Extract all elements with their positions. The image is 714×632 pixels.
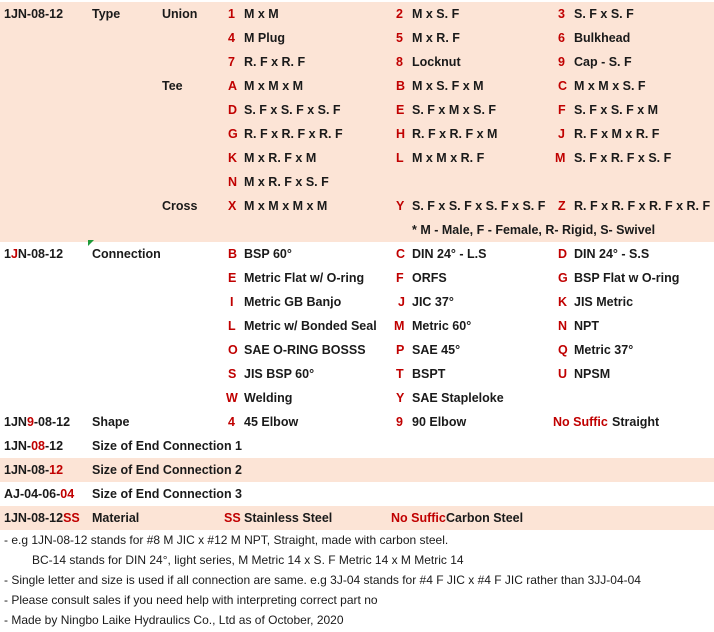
union-label: M Plug — [244, 31, 285, 45]
union-code: 8 — [396, 55, 403, 69]
code-part: 1JN- — [4, 439, 32, 453]
cross-code: Z — [558, 199, 566, 213]
tee-label: R. F x R. F x M — [412, 127, 498, 141]
connection-label: SAE 45° — [412, 343, 461, 357]
shape-label: 45 Elbow — [244, 415, 299, 429]
connection-label: DIN 24° - L.S — [412, 247, 487, 261]
connection-label: Metric w/ Bonded Seal — [244, 319, 377, 333]
union-label: R. F x R. F — [244, 55, 306, 69]
shape-nosuffix-label: Straight — [612, 415, 660, 429]
code-part: 1JN-08- — [4, 463, 50, 477]
tee-code: G — [228, 127, 238, 141]
union-label: M x R. F — [412, 31, 460, 45]
connection-label: SAE Stapleloke — [412, 391, 504, 405]
material-nosuffix-code: No Suffic — [391, 511, 446, 525]
tee-code: L — [396, 151, 404, 165]
connection-label: BSP Flat w O-ring — [574, 271, 680, 285]
connection-code: D — [558, 247, 568, 261]
tee-label: R. F x M x R. F — [574, 127, 660, 141]
connection-code: K — [558, 295, 568, 309]
code-part: -08-12 — [33, 415, 71, 429]
tee-label: M x R. F x M — [244, 151, 317, 165]
connection-label: Metric 60° — [412, 319, 472, 333]
shape-code: 9 — [396, 415, 403, 429]
code-highlight: 9 — [26, 415, 34, 429]
code-size1 — [4, 434, 63, 458]
size3-label: Size of End Connection 3 — [92, 487, 243, 501]
connection-label: SAE O-RING BOSSS — [244, 343, 366, 357]
connection-code: L — [228, 319, 236, 333]
tee-code: N — [228, 175, 238, 189]
tee-label: M x S. F x M — [412, 79, 484, 93]
cross-code: Y — [396, 199, 405, 213]
tee-label: S. F x M x S. F — [412, 103, 497, 117]
code-part: 1JN-08-12 — [4, 511, 64, 525]
tee-code: F — [558, 103, 566, 117]
material-ss-label: Stainless Steel — [244, 511, 333, 525]
code-connection — [4, 242, 63, 266]
tee-code: H — [396, 127, 406, 141]
connection-label: JIS Metric — [574, 295, 634, 309]
union-code: 5 — [396, 31, 403, 45]
tee-label: M x M x M — [244, 79, 304, 93]
code-part: 1JN — [4, 415, 27, 429]
union-code: 1 — [228, 7, 235, 21]
tee-code: B — [396, 79, 406, 93]
code-part: N-08-12 — [17, 247, 64, 261]
union-label: Bulkhead — [574, 31, 631, 45]
size2-label: Size of End Connection 2 — [92, 463, 243, 477]
connection-code: B — [228, 247, 238, 261]
connection-label: NPT — [574, 319, 599, 333]
tee-code: K — [228, 151, 238, 165]
category-type: Type — [92, 7, 121, 21]
connection-code: P — [396, 343, 405, 357]
connection-label: ORFS — [412, 271, 447, 285]
tee-label: M x M x S. F — [574, 79, 646, 93]
tee-label: S. F x S. F x M — [574, 103, 659, 117]
connection-label: Metric Flat w/ O-ring — [244, 271, 365, 285]
connection-code: M — [394, 319, 405, 333]
union-label: S. F x S. F — [574, 7, 634, 21]
connection-code: C — [396, 247, 406, 261]
tee-label: R. F x R. F x R. F — [244, 127, 343, 141]
union-label: M x M — [244, 7, 279, 21]
connection-code: E — [228, 271, 237, 285]
code-highlight: SS — [63, 511, 80, 525]
tee-label: M x R. F x S. F — [244, 175, 329, 189]
code-material — [4, 506, 80, 530]
union-code: 7 — [228, 55, 235, 69]
connection-code: Y — [396, 391, 405, 405]
note-consult: - Please consult sales if you need help with interpreting correct part no — [4, 593, 378, 607]
connection-code: Q — [558, 343, 568, 357]
union-code: 2 — [396, 7, 403, 21]
connection-label: Welding — [244, 391, 293, 405]
tee-code: D — [228, 103, 238, 117]
size1-label: Size of End Connection 1 — [92, 439, 243, 453]
code-type: 1JN-08-12 — [4, 7, 64, 21]
code-part: -12 — [45, 439, 64, 453]
code-highlight: J — [10, 247, 18, 261]
cross-label: R. F x R. F x R. F x R. F — [574, 199, 711, 213]
union-label: Locknut — [412, 55, 461, 69]
union-label: M x S. F — [412, 7, 460, 21]
tee-code: E — [396, 103, 405, 117]
connection-code: N — [558, 319, 568, 333]
tee-code: J — [558, 127, 565, 141]
connection-label: JIS BSP 60° — [244, 367, 315, 381]
code-highlight: 04 — [60, 487, 75, 501]
cross-label: S. F x S. F x S. F x S. F — [412, 199, 546, 213]
group-union: Union — [162, 7, 198, 21]
shape-nosuffix-code: No Suffic — [553, 415, 608, 429]
note-example: - e.g 1JN-08-12 stands for #8 M JIC x #12 M NPT, Straight, made with carbon steel. — [4, 533, 449, 547]
connection-label: BSP 60° — [244, 247, 292, 261]
tee-label: S. F x R. F x S. F — [574, 151, 672, 165]
tee-code: M — [555, 151, 566, 165]
tee-code: A — [228, 79, 238, 93]
code-shape — [4, 410, 70, 434]
connection-label: Metric GB Banjo — [244, 295, 342, 309]
union-label: Cap - S. F — [574, 55, 632, 69]
group-cross: Cross — [162, 199, 198, 213]
material-nosuffix-label: Carbon Steel — [446, 511, 524, 525]
code-part: AJ-04-06- — [4, 487, 61, 501]
shape-code: 4 — [228, 415, 235, 429]
connection-label: DIN 24° - S.S — [574, 247, 650, 261]
tee-code: C — [558, 79, 568, 93]
tee-label: S. F x S. F x S. F — [244, 103, 341, 117]
connection-label: BSPT — [412, 367, 446, 381]
material-ss-code: SS — [224, 511, 241, 525]
code-highlight: 12 — [49, 463, 64, 477]
category-connection: Connection — [92, 247, 161, 261]
connection-code: S — [228, 367, 237, 381]
connection-code: I — [230, 295, 234, 309]
code-part: 1 — [4, 247, 11, 261]
connection-code: U — [558, 367, 568, 381]
connection-label: JIC 37° — [412, 295, 454, 309]
connection-code: G — [558, 271, 568, 285]
group-tee: Tee — [162, 79, 183, 93]
code-highlight: 08 — [31, 439, 45, 453]
category-shape: Shape — [92, 415, 130, 429]
connection-label: Metric 37° — [574, 343, 634, 357]
code-size2 — [4, 458, 63, 482]
connection-code: J — [398, 295, 405, 309]
tee-label: M x M x R. F — [412, 151, 485, 165]
abbreviation-legend: * M - Male, F - Female, R- Rigid, S- Swivel — [412, 223, 656, 237]
cross-code: X — [228, 199, 237, 213]
shape-label: 90 Elbow — [412, 415, 467, 429]
code-size3 — [4, 482, 74, 506]
union-code: 4 — [228, 31, 235, 45]
connection-code: O — [228, 343, 238, 357]
union-code: 3 — [558, 7, 565, 21]
connection-code: F — [396, 271, 404, 285]
note-single-letter: - Single letter and size is used if all connection are same. e.g 3J-04 stands for #4 F JIC x #4 F JIC rather than 3JJ-04-04 — [4, 573, 641, 587]
union-code: 9 — [558, 55, 565, 69]
union-code: 6 — [558, 31, 565, 45]
cross-label: M x M x M x M — [244, 199, 328, 213]
note-made-by: - Made by Ningbo Laike Hydraulics Co., Ltd as of October, 2020 — [4, 613, 344, 627]
category-material: Material — [92, 511, 140, 525]
note-example-2: BC-14 stands for DIN 24°, light series, M Metric 14 x S. F Metric 14 x M Metric 14 — [32, 553, 464, 567]
connection-label: NPSM — [574, 367, 611, 381]
connection-code: T — [396, 367, 404, 381]
connection-code: W — [226, 391, 238, 405]
